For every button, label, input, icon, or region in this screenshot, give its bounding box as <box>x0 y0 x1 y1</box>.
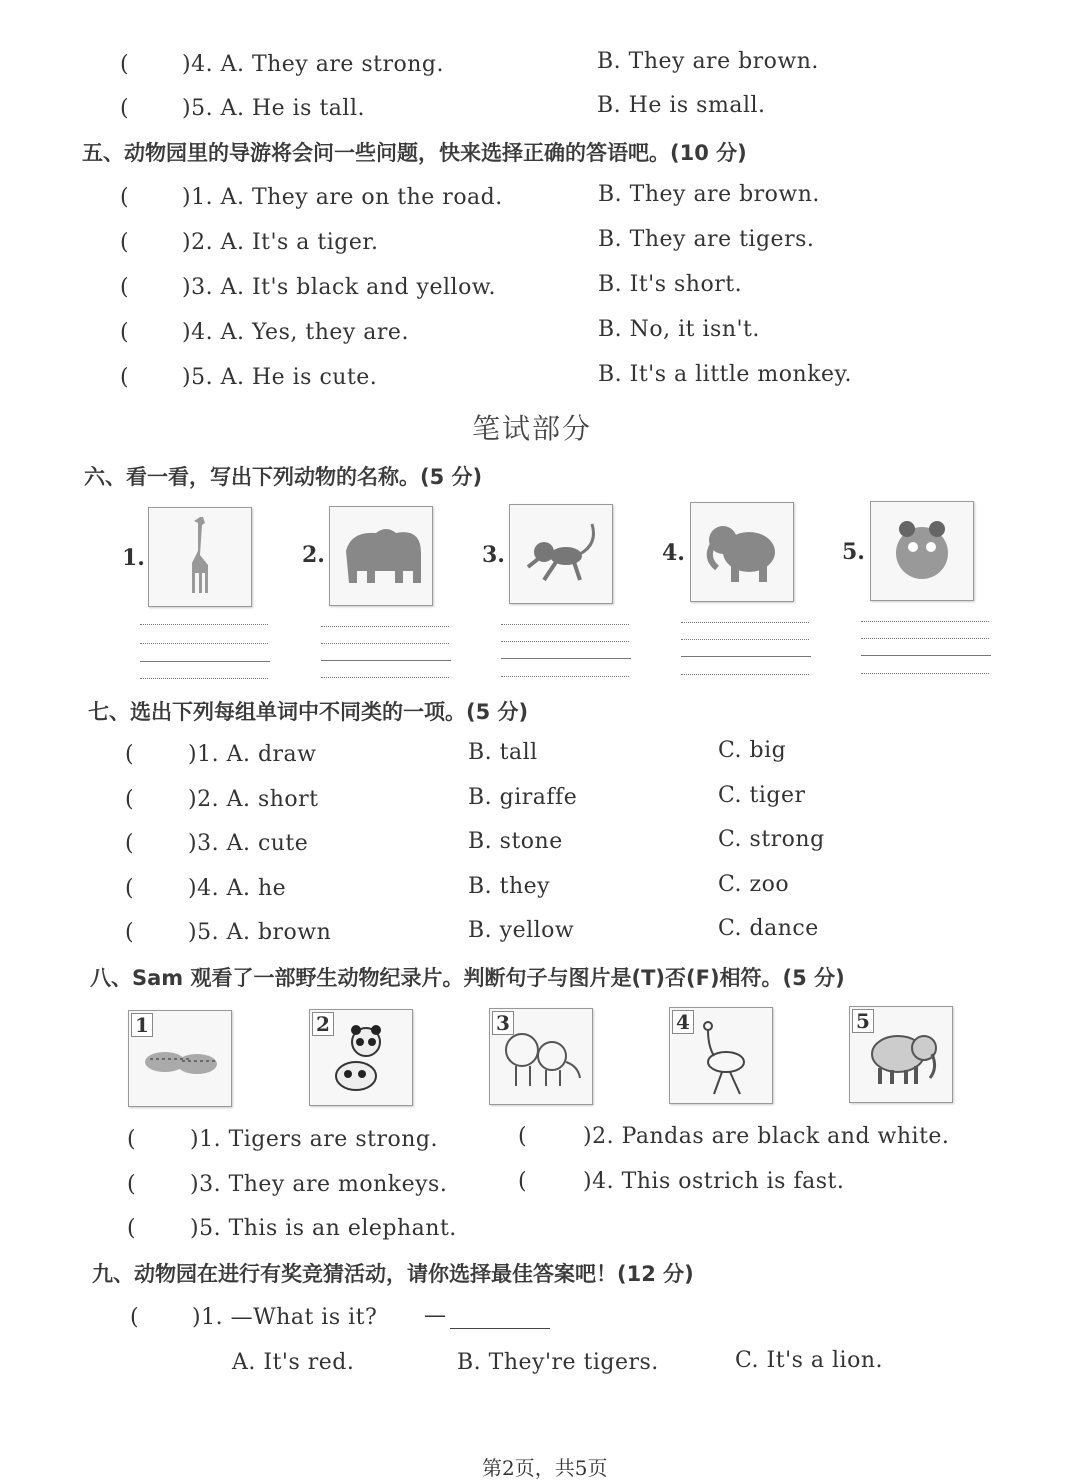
option-a: A. It's red. <box>232 1350 355 1375</box>
section-8-title: 八、Sam 观看了一部野生动物纪录片。判断句子与图片是(T)否(F)相符。(5 分) <box>90 966 845 990</box>
ostrich-picture <box>669 1007 773 1104</box>
ostrich-icon <box>686 1016 756 1096</box>
question-4-option-b: B. They are brown. <box>597 49 819 74</box>
answer-dash: — <box>424 1303 447 1328</box>
paren[interactable]: ( <box>127 1127 137 1152</box>
paren[interactable]: ( <box>130 1305 140 1330</box>
lions-picture <box>489 1008 593 1105</box>
paren[interactable]: ( <box>518 1169 528 1194</box>
judgement-3: )3. They are monkeys. <box>190 1172 448 1197</box>
picture-number-4: 4. <box>662 540 685 566</box>
bear-picture <box>329 506 433 606</box>
option-a: )5. A. He is cute. <box>182 365 378 390</box>
tigers-icon <box>135 1034 225 1084</box>
question-1: )1. —What is it? <box>192 1305 378 1330</box>
question-5-option-b: B. He is small. <box>597 93 766 118</box>
monkey-picture <box>509 504 613 604</box>
giraffe-icon <box>170 512 230 602</box>
writing-line[interactable] <box>321 677 449 678</box>
written-part-title: 笔试部分 <box>472 412 593 445</box>
paren[interactable]: ( <box>120 275 130 300</box>
option-a: )4. A. he <box>188 876 287 901</box>
picture-number-3: 3. <box>482 542 505 568</box>
option-b: B. They are tigers. <box>598 227 815 252</box>
paren[interactable]: ( <box>120 230 130 255</box>
option-b: B. they <box>468 874 551 899</box>
writing-line[interactable] <box>861 638 989 639</box>
option-b: B. They are brown. <box>598 182 820 207</box>
picture-number-1: 1. <box>122 545 145 571</box>
picture-number-5: 5. <box>842 539 865 565</box>
writing-line[interactable] <box>140 643 268 644</box>
option-b: B. giraffe <box>468 785 578 810</box>
option-a: )1. A. They are on the road. <box>182 185 503 210</box>
writing-line[interactable] <box>501 641 629 642</box>
option-c: C. tiger <box>718 783 806 808</box>
picture-tag: 4 <box>672 1010 694 1034</box>
judgement-2: )2. Pandas are black and white. <box>583 1124 950 1149</box>
writing-line[interactable] <box>681 674 809 675</box>
writing-line[interactable] <box>681 639 809 640</box>
writing-line[interactable] <box>501 676 629 677</box>
option-b: B. yellow <box>468 918 575 943</box>
section-5-title: 五、动物园里的导游将会问一些问题，快来选择正确的答语吧。(10 分) <box>82 141 747 165</box>
option-a: )3. A. cute <box>188 831 309 856</box>
option-a: )4. A. Yes, they are. <box>182 320 409 345</box>
section-7-title: 七、选出下列每组单词中不同类的一项。(5 分) <box>88 700 529 724</box>
option-b: B. It's short. <box>598 272 743 297</box>
giraffe-picture <box>148 507 252 607</box>
picture-number-2: 2. <box>302 542 325 568</box>
paren[interactable]: ( <box>125 920 135 945</box>
writing-line[interactable] <box>501 658 631 659</box>
section-6-title: 六、看一看，写出下列动物的名称。(5 分) <box>84 465 483 489</box>
writing-line[interactable] <box>321 626 449 627</box>
panda-icon <box>877 511 967 591</box>
paren[interactable]: ( <box>518 1124 528 1149</box>
page-footer: 第2页，共5页 <box>482 1456 608 1480</box>
tigers-picture <box>128 1010 232 1107</box>
elephant-icon <box>697 512 787 592</box>
judgement-1: )1. Tigers are strong. <box>190 1127 438 1152</box>
option-a: )5. A. brown <box>188 920 332 945</box>
question-5-option-a: )5. A. He is tall. <box>182 96 365 121</box>
option-c: C. zoo <box>718 872 790 897</box>
paren[interactable]: ( <box>125 787 135 812</box>
answer-blank[interactable] <box>450 1308 550 1329</box>
option-b: B. stone <box>468 829 563 854</box>
judgement-5: )5. This is an elephant. <box>190 1216 457 1241</box>
writing-line[interactable] <box>140 624 268 625</box>
writing-line[interactable] <box>321 643 449 644</box>
picture-tag: 2 <box>312 1012 334 1036</box>
writing-line[interactable] <box>861 655 991 656</box>
paren[interactable]: ( <box>120 320 130 345</box>
picture-tag: 3 <box>492 1011 514 1035</box>
paren[interactable]: ( <box>125 742 135 767</box>
judgement-4: )4. This ostrich is fast. <box>583 1169 845 1194</box>
option-a: )2. A. It's a tiger. <box>182 230 379 255</box>
bear-icon <box>336 521 426 591</box>
option-a: )3. A. It's black and yellow. <box>182 275 497 300</box>
option-c: C. It's a lion. <box>735 1348 883 1373</box>
writing-line[interactable] <box>681 656 811 657</box>
option-c: C. big <box>718 738 787 763</box>
writing-line[interactable] <box>140 678 268 679</box>
elephant-picture-2 <box>849 1006 953 1103</box>
section-9-title: 九、动物园在进行有奖竞猜活动，请你选择最佳答案吧！(12 分) <box>92 1262 694 1286</box>
panda-picture <box>870 501 974 601</box>
writing-line[interactable] <box>321 660 451 661</box>
paren[interactable]: ( <box>125 831 135 856</box>
picture-tag: 5 <box>852 1009 874 1033</box>
paren[interactable]: ( <box>120 365 130 390</box>
monkey-icon <box>516 514 606 594</box>
option-b: B. tall <box>468 740 538 765</box>
pandas-picture <box>309 1009 413 1106</box>
picture-tag: 1 <box>131 1013 153 1037</box>
option-c: C. dance <box>718 916 819 941</box>
option-b: B. They're tigers. <box>457 1350 659 1375</box>
writing-line[interactable] <box>140 661 270 662</box>
paren[interactable]: ( <box>125 876 135 901</box>
elephant-picture <box>690 502 794 602</box>
paren[interactable]: ( <box>120 52 130 77</box>
question-4-option-a: )4. A. They are strong. <box>182 52 445 77</box>
option-c: C. strong <box>718 827 825 852</box>
writing-line[interactable] <box>861 621 989 622</box>
pandas-icon <box>326 1018 396 1098</box>
paren[interactable]: ( <box>127 1172 137 1197</box>
paren[interactable]: ( <box>120 96 130 121</box>
paren[interactable]: ( <box>120 185 130 210</box>
option-a: )2. A. short <box>188 787 319 812</box>
option-b: B. No, it isn't. <box>598 317 760 342</box>
option-b: B. It's a little monkey. <box>598 362 853 387</box>
writing-line[interactable] <box>861 673 989 674</box>
writing-line[interactable] <box>681 622 809 623</box>
option-a: )1. A. draw <box>188 742 317 767</box>
writing-line[interactable] <box>501 624 629 625</box>
paren[interactable]: ( <box>127 1216 137 1241</box>
